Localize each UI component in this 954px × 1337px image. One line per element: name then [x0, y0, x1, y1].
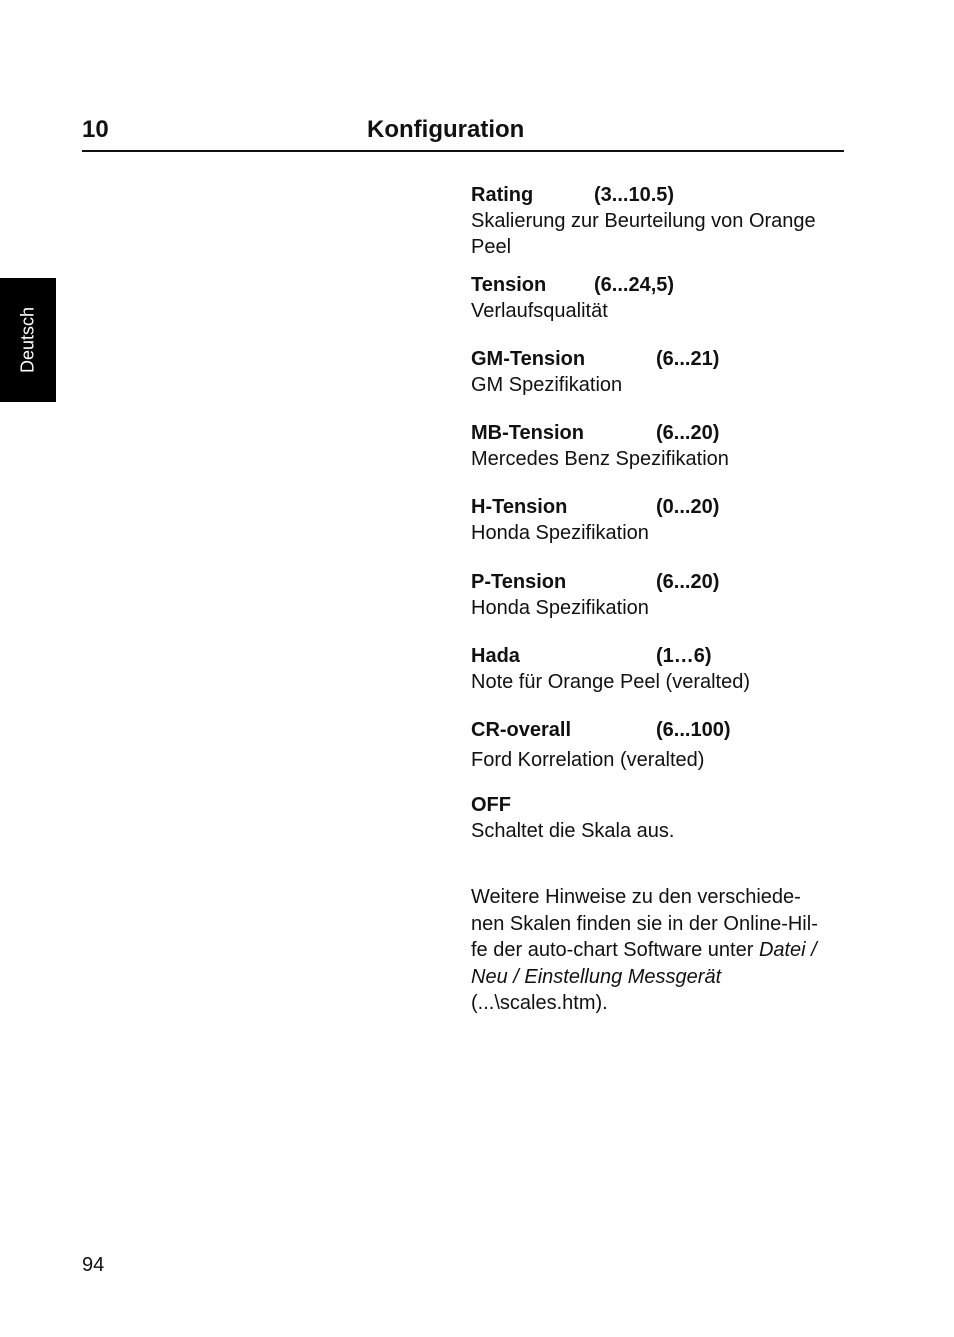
- scale-description: Mercedes Benz Spezifikation: [471, 448, 729, 470]
- page-number: 94: [82, 1254, 105, 1276]
- help-note-line: Weitere Hinweise zu den verschiede-: [471, 886, 801, 908]
- help-note-line: [471, 964, 851, 991]
- scale-entry-head: [471, 182, 851, 208]
- scale-name: GM-Tension: [471, 348, 586, 370]
- scale-entry-head: [471, 494, 851, 520]
- help-file-reference: (...\scales.htm).: [471, 992, 608, 1014]
- scale-description-continued: Peel: [471, 236, 512, 258]
- scale-description: Honda Spezifikation: [471, 597, 649, 619]
- scale-entry-tension: [471, 272, 851, 324]
- scale-description: Ford Korrelation (veralted): [471, 749, 705, 771]
- help-note-line: nen Skalen finden sie in der Online-Hil-: [471, 912, 818, 935]
- scale-entry-head: [471, 272, 851, 298]
- scale-range: (6...21): [656, 348, 720, 370]
- scale-description: Schaltet die Skala aus.: [471, 820, 675, 842]
- scale-entry-p-tension: [471, 569, 851, 621]
- scale-description: GM Spezifikation: [471, 374, 623, 396]
- language-tab: [0, 278, 56, 402]
- scale-entry-off: [471, 792, 851, 844]
- scale-entry-rating: [471, 182, 851, 260]
- scale-entry-cr-overall: [471, 717, 851, 773]
- scale-name: MB-Tension: [471, 422, 584, 444]
- scale-entry-h-tension: [471, 494, 851, 546]
- scale-entry-head: [471, 346, 851, 372]
- scale-entry-head: [471, 792, 851, 818]
- scale-name: OFF: [471, 794, 511, 816]
- help-note: [471, 884, 851, 1017]
- scale-range: (1…6): [656, 645, 712, 667]
- scale-entry-head: [471, 420, 851, 446]
- scale-entry-gm-tension: [471, 346, 851, 398]
- menu-path-continued: Neu / Einstellung Messgerät: [471, 965, 722, 988]
- chapter-header: [82, 112, 844, 152]
- scale-range: (6...20): [656, 571, 720, 593]
- language-tab-label: Deutsch: [17, 306, 38, 374]
- scale-range: (6...20): [656, 422, 720, 444]
- scale-description: Skalierung zur Beurteilung von Orange: [471, 210, 816, 232]
- scale-entry-hada: [471, 643, 851, 695]
- scale-entry-head: [471, 569, 851, 595]
- scale-description: Note für Orange Peel (veralted): [471, 671, 751, 693]
- scale-name: Tension: [471, 274, 547, 296]
- menu-path: Datei /: [758, 939, 817, 961]
- scale-description: Honda Spezifikation: [471, 522, 649, 544]
- scale-name: Rating: [471, 184, 534, 206]
- scale-entry-head: [471, 717, 851, 743]
- scale-entry-mb-tension: [471, 420, 851, 472]
- scale-name: CR-overall: [471, 719, 572, 741]
- help-note-text: fe der auto-chart Software unter: [471, 939, 759, 961]
- scale-range: (6...24,5): [594, 274, 675, 296]
- help-note-line: [471, 937, 851, 964]
- scale-range: (6...100): [656, 719, 731, 741]
- scale-name: H-Tension: [471, 496, 568, 518]
- scale-range: (3...10.5): [594, 184, 675, 206]
- chapter-title: Konfiguration: [367, 116, 525, 143]
- scale-range: (0...20): [656, 496, 720, 518]
- chapter-number: 10: [82, 116, 109, 143]
- scale-name: Hada: [471, 645, 520, 667]
- scale-name: P-Tension: [471, 571, 567, 593]
- scale-description: Verlaufsqualität: [471, 300, 608, 322]
- scale-entry-head: [471, 643, 851, 669]
